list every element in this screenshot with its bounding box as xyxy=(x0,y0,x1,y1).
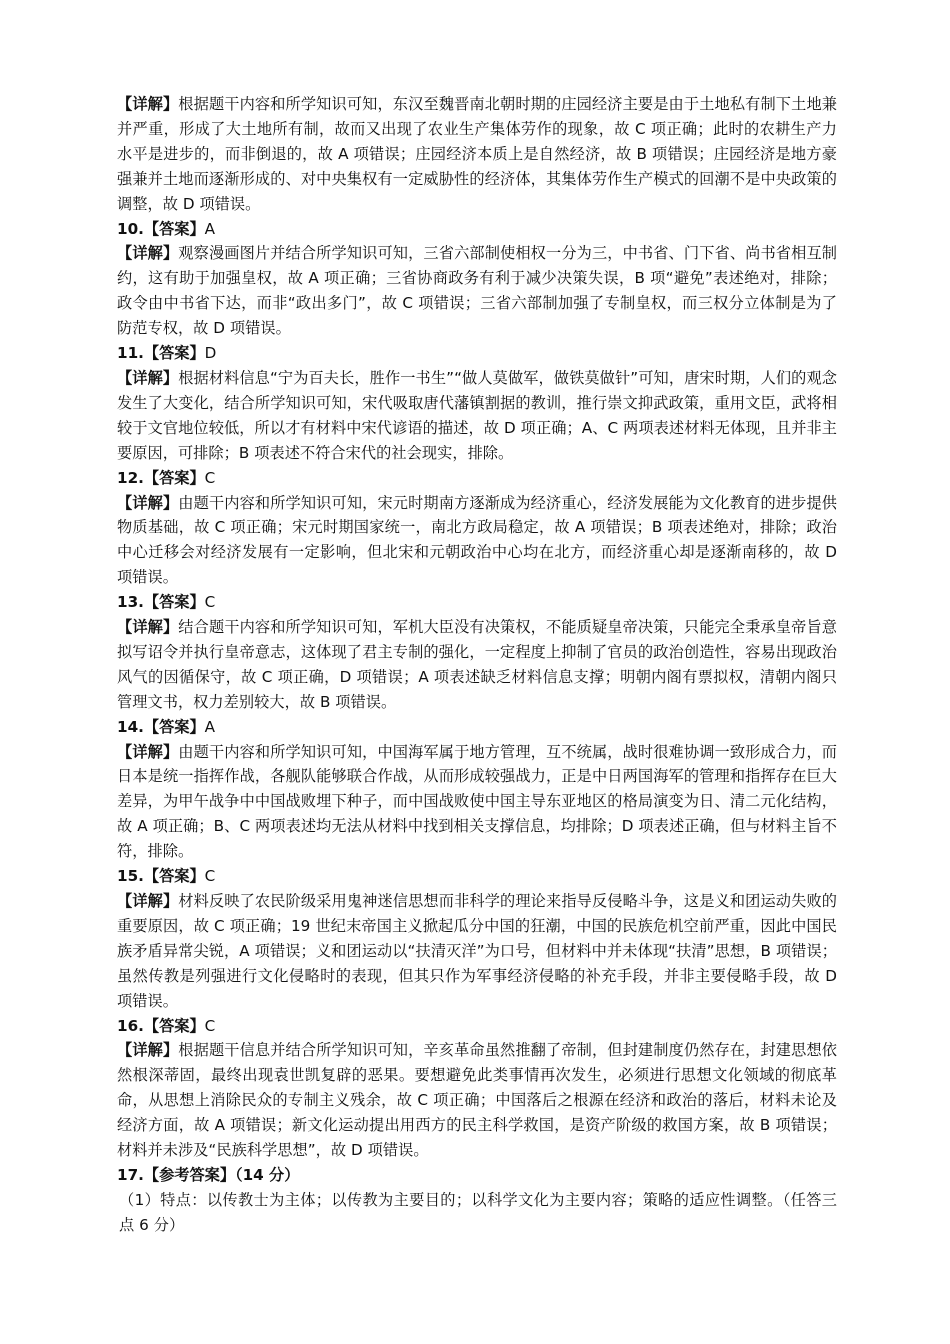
answer-label: 【答案】 xyxy=(143,593,205,612)
detail-paragraph xyxy=(117,1038,837,1163)
detail-paragraph xyxy=(117,615,837,715)
detail-label: 【详解】 xyxy=(117,618,179,637)
answer-value: C xyxy=(204,593,216,612)
detail-text: 根据题干信息并结合所学知识可知，辛亥革命虽然推翻了帝制，但封建制度仍然存在，封建思想依然根深蒂固，最终出现袁世凯复辟的恶果。要想避免此类事情再次发生，必须进行思想文化领域的彻底革命，从思想上消除民众的专制主义残余，故 C 项正确；中国落后之根源在经济和政治的落后，材料未论及经济方面，故 A 项错误；新文化运动提出用西方的民主科学救国，是资产阶级的救国方案，故 B 项错误；材料并未涉及“民族科学思想”，故 D 项错误。 xyxy=(117,1041,838,1160)
detail-label: 【详解】 xyxy=(117,493,179,512)
detail-paragraph xyxy=(117,889,837,1014)
answer-value: C xyxy=(204,1016,216,1035)
answer-heading xyxy=(117,1163,837,1188)
question-number: 16. xyxy=(117,1016,144,1035)
answer-value: C xyxy=(204,468,216,487)
detail-paragraph xyxy=(117,92,837,217)
detail-text: 材料反映了农民阶级采用鬼神迷信思想而非科学的理论来指导反侵略斗争，这是义和团运动失败的重要原因，故 C 项正确；19 世纪末帝国主义掀起瓜分中国的狂潮，中国的民族危机空前严重，因此中国民族矛盾异常尖锐，A 项错误；义和团运动以“扶清灭洋”为口号，但材料中并未体现“扶清”思想，B 项错误；虽然传教是列强进行文化侵略时的表现，但其只作为军事经济侵略的补充手段，并非主要侵略手段，故 D 项错误。 xyxy=(117,892,838,1010)
answer-label: 【参考答案】 xyxy=(143,1165,236,1184)
detail-label: 【详解】 xyxy=(117,95,179,113)
answer-heading xyxy=(117,715,837,740)
question-number: 10. xyxy=(117,219,144,238)
detail-paragraph xyxy=(117,740,837,865)
detail-label: 【详解】 xyxy=(117,368,179,387)
answer-heading xyxy=(117,217,837,242)
detail-text: 观察漫画图片并结合所学知识可知，三省六部制使相权一分为三，中书省、门下省、尚书省相互制约，这有助于加强皇权，故 A 项正确；三省协商政务有利于减少决策失误，B 项“避免”表述绝对，排除；政令由中书省下达，而非“政出多门”，故 C 项错误；三省六部制加强了专制皇权，而三权分立体制是为了防范专权，故 D 项错误。 xyxy=(117,244,838,338)
answer-label: 【答案】 xyxy=(143,219,205,238)
detail-label: 【详解】 xyxy=(117,742,179,761)
question-number: 13. xyxy=(117,593,144,612)
question-number: 11. xyxy=(117,344,144,363)
detail-text: 由题干内容和所学知识可知，宋元时期南方逐渐成为经济重心，经济发展能为文化教育的进步提供物质基础，故 C 项正确；宋元时期国家统一，南北方政局稳定，故 A 项错误；B 项表述绝对，排除；政治中心迁移会对经济发展有一定影响，但北宋和元朝政治中心均在北方，而经济重心却是逐渐南移的，故 D 项错误。 xyxy=(117,493,838,587)
answer-label: 【答案】 xyxy=(143,867,205,886)
answer-heading xyxy=(117,466,837,491)
question-number: 15. xyxy=(117,867,144,886)
detail-paragraph xyxy=(117,491,837,591)
question-number: 12. xyxy=(117,468,144,487)
detail-text: 根据题干内容和所学知识可知，东汉至魏晋南北朝时期的庄园经济主要是由于土地私有制下土地兼并严重，形成了大土地所有制，故而又出现了农业生产集体劳作的现象，故 C 项正确；此时的农耕生产力水平是进步的，而非倒退的，故 A 项错误；庄园经济本质上是自然经济，故 B 项错误；庄园经济是地方豪强兼并土地而逐渐形成的、对中央集权有一定威胁性的经济体，其集体劳作生产模式的回潮不是中央政策的调整，故 D 项错误。 xyxy=(117,95,838,213)
detail-text: 由题干内容和所学知识可知，中国海军属于地方管理，互不统属，战时很难协调一致形成合力，而日本是统一指挥作战，各舰队能够联合作战，从而形成较强战力，正是中日两国海军的管理和指挥存在巨大差异，为甲午战争中中国战败埋下种子，而中国战败使中国主导东亚地区的格局演变为日、清二元化结构，故 A 项正确；B、C 两项表述均无法从材料中找到相关支撑信息，均排除；D 项表述正确，但与材料主旨不符，排除。 xyxy=(117,742,838,861)
answer-value: A xyxy=(204,219,216,238)
answer-value: D xyxy=(204,344,217,363)
detail-label: 【详解】 xyxy=(117,1041,179,1060)
answer-point-paragraph: （1）特点：以传教士为主体；以传教为主要目的；以科学文化为主要内容；策略的适应性调整。（任答三点 6 分） xyxy=(119,1190,837,1234)
question-number: 17. xyxy=(117,1165,144,1184)
answer-heading xyxy=(117,590,837,615)
score-value: （14 分） xyxy=(235,1165,300,1184)
detail-paragraph xyxy=(117,366,837,466)
answer-label: 【答案】 xyxy=(143,344,205,363)
detail-label: 【详解】 xyxy=(117,892,179,910)
detail-label: 【详解】 xyxy=(117,244,179,263)
answer-key-page xyxy=(117,92,837,1238)
answer-label: 【答案】 xyxy=(143,1016,205,1035)
detail-paragraph xyxy=(117,241,837,341)
detail-text: 根据材料信息“宁为百夫长，胜作一书生”“做人莫做军，做铁莫做针”可知，唐宋时期，人们的观念发生了大变化，结合所学知识可知，宋代吸取唐代藩镇割据的教训，推行崇文抑武政策，重用文臣，武将相较于文官地位较低，所以才有材料中宋代谚语的描述，故 D 项正确；A、C 两项表述材料无体现，且并非主要原因，可排除；B 项表述不符合宋代的社会现实，排除。 xyxy=(117,368,837,462)
answer-heading xyxy=(117,341,837,366)
answer-heading xyxy=(117,1014,837,1039)
question-number: 14. xyxy=(117,717,144,736)
answer-label: 【答案】 xyxy=(143,717,205,736)
answer-value: C xyxy=(204,867,216,886)
answer-value: A xyxy=(204,717,216,736)
detail-text: 结合题干内容和所学知识可知，军机大臣没有决策权，不能质疑皇帝决策，只能完全秉承皇帝旨意拟写诏令并执行皇帝意志，这体现了君主专制的强化，一定程度上抑制了官员的政治创造性，容易出现政治风气的因循保守，故 C 项正确，D 项错误；A 项表述缺乏材料信息支撑；明朝内阁有票拟权，清朝内阁只管理文书，权力差别较大，故 B 项错误。 xyxy=(117,618,838,711)
answer-heading xyxy=(117,864,837,889)
answer-label: 【答案】 xyxy=(143,468,205,487)
